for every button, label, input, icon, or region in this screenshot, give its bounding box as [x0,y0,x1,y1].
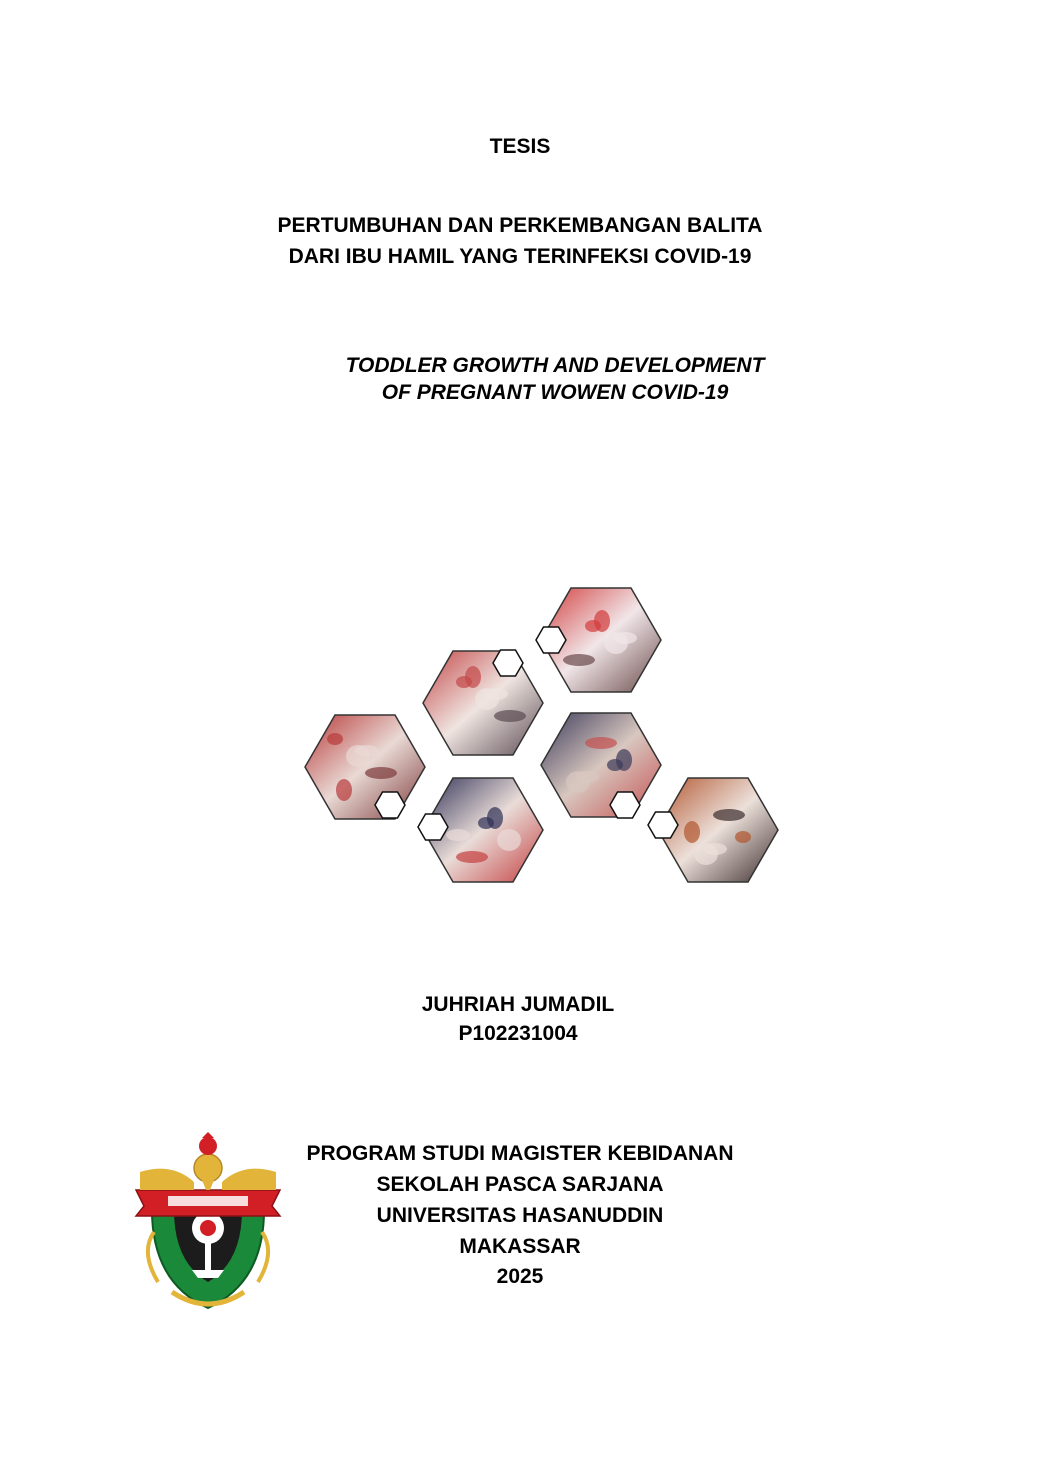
photo-hexagon-2-detail [465,666,481,688]
city: MAKASSAR [459,1235,581,1258]
photo-hexagon-1-detail [336,779,352,801]
small-hexagon-5 [610,792,640,818]
title-english-line-1: TODDLER GROWTH AND DEVELOPMENT [345,354,765,377]
photo-hexagon-5 [541,713,661,817]
author-id: P102231004 [458,1022,578,1045]
photo-hexagon-1-detail [365,767,397,779]
document-type: TESIS [489,135,551,158]
small-hexagon-3 [536,627,566,653]
university-name: UNIVERSITAS HASANUDDIN [376,1204,664,1227]
small-hexagon-6 [648,812,678,838]
photo-hexagon-2-detail [484,688,508,700]
small-hexagon-1 [375,792,405,818]
photo-hexagon-5-detail [575,771,599,783]
photo-hexagon-1 [305,715,425,819]
photo-hexagon-6-detail [735,831,751,843]
year: 2025 [496,1265,544,1288]
photo-hexagon-6-detail [703,843,727,855]
photo-hexagon-3-detail [594,610,610,632]
title-indonesian-line-2: DARI IBU HAMIL YANG TERINFEKSI COVID-19 [288,245,752,268]
photo-hexagon-1-detail [355,745,379,757]
photo-hexagon-3-detail [563,654,595,666]
small-hexagon-2 [493,650,523,676]
photo-hexagon-6-detail [713,809,745,821]
title-english-line-2: OF PREGNANT WOWEN COVID-19 [381,381,729,404]
photo-hexagon-4-detail [446,829,470,841]
study-program: PROGRAM STUDI MAGISTER KEBIDANAN [306,1142,734,1165]
photo-hexagon-6 [658,778,778,882]
photo-hexagon-2-detail [494,710,526,722]
photo-hexagon-4-detail [487,807,503,829]
photo-hexagon-5-detail [616,749,632,771]
author-name: JUHRIAH JUMADIL [421,993,615,1016]
title-indonesian-line-1: PERTUMBUHAN DAN PERKEMBANGAN BALITA [277,214,763,237]
photo-hexagon-4-detail [456,851,488,863]
photo-hexagon-3-detail [613,632,637,644]
photo-hexagon-4-detail [497,829,521,851]
small-hexagon-4 [418,814,448,840]
photo-hexagon-5-detail [585,737,617,749]
photo-hexagon-6-detail [684,821,700,843]
universitas-hasanuddin-logo [132,1132,284,1312]
photo-hexagon-1-detail [327,733,343,745]
school-name: SEKOLAH PASCA SARJANA [376,1173,664,1196]
